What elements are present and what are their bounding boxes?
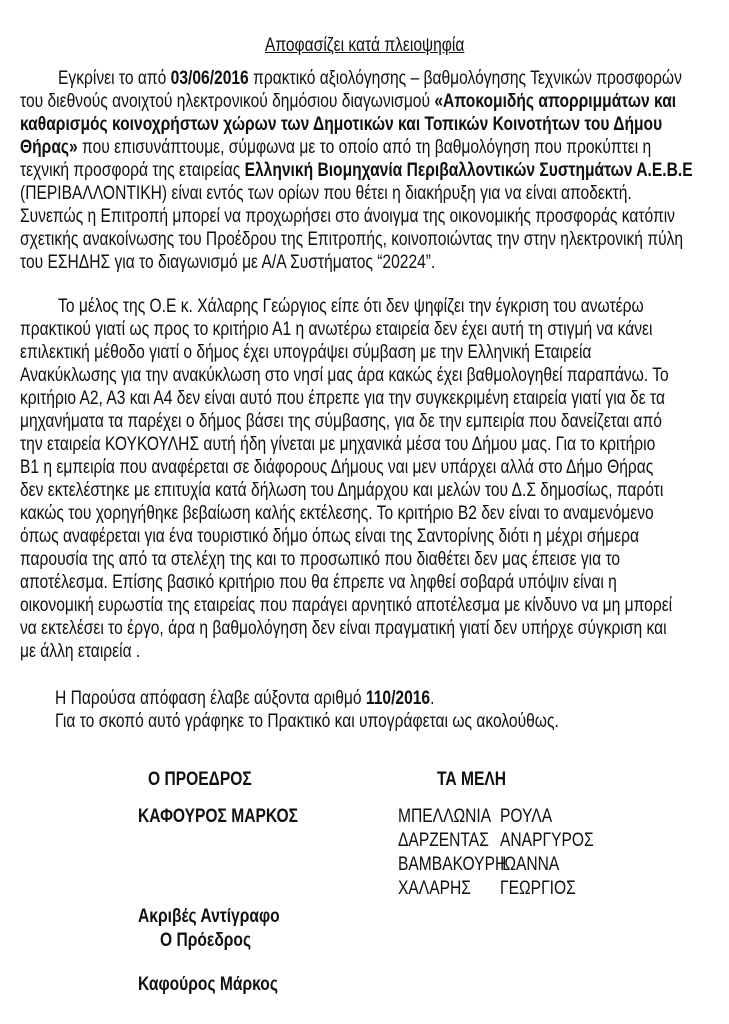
tender-title: Θήρας» (20, 136, 78, 158)
text: του διεθνούς ανοιχτού ηλεκτρονικού δημόσιου διαγωνισμού (20, 90, 435, 112)
p2-line: αποτέλεσμα. Επίσης βασικό κριτήριο που θα έπρεπε να ληφθεί σοβαρά υπόψιν είναι η (20, 571, 617, 593)
text: τεχνική προσφορά της εταιρείας (20, 159, 245, 181)
certified-name: Καφούρος Μάρκος (138, 973, 278, 995)
p2-line: όπως αναφέρεται για ένα τουριστικό δήμο όπως είναι της Σαντορίνης διότι η μέχρι σήμερα (20, 525, 640, 547)
president-heading: Ο ΠΡΟΕΔΡΟΣ (148, 768, 252, 790)
tender-title: καθαρισμός κοινοχρήστων χώρων των Δημοτικών και Τοπικών Κοινοτήτων του Δήμου (20, 113, 663, 135)
member-first-name: ΡΟΥΛΑ (500, 805, 553, 827)
minutes-date: 03/06/2016 (170, 67, 249, 89)
text: (ΠΕΡΙΒΑΛΛΟΝΤΙΚΗ) είναι εντός των ορίων που θέτει η διακήρυξη για να είναι αποδεκτή. (20, 182, 632, 204)
text: πρακτικό αξιολόγησης – βαθμολόγησης Τεχνικών προσφορών (248, 67, 682, 89)
p2-line: Ανακύκλωσης για την ανακύκλωση στο νησί μας άρα κακώς έχει βαθμολογηθεί παραπάνω. Το (20, 364, 669, 386)
p2-line: επιλεκτική μέθοδο γιατί ο δήμος έχει υπογράψει σύμβαση με την Ελληνική Εταιρεία (20, 341, 592, 363)
decision-number: 110/2016 (365, 687, 431, 709)
member-surname: ΜΠΕΛΛΩΝΙΑ (398, 805, 492, 827)
p1-line-6 (20, 182, 632, 204)
document-title (0, 34, 729, 56)
p1-line-8 (20, 228, 683, 250)
p2-line: οικονομική ευρωστία της εταιρείας που παράγει αρνητικό αποτέλεσμα με κίνδυνο να μη μπορεί (20, 594, 673, 616)
p2-line: δεν εκτελέστηκε με επιτυχία κατά δήλωση του Δημάρχου και μελών του Δ.Σ δημοσίως, παρότι (20, 479, 664, 501)
member-first-name: ΓΕΩΡΓΙΟΣ (500, 877, 576, 899)
p1-line-5 (20, 159, 693, 181)
p2-line: με άλλη εταιρεία . (20, 640, 141, 662)
president-name: ΚΑΦΟΥΡΟΣ ΜΑΡΚΟΣ (138, 805, 298, 827)
member-first-name: ΙΩΑΝΝΑ (500, 853, 560, 875)
member-surname: ΧΑΛΑΡΗΣ (398, 877, 471, 899)
p2-line: την εταιρεία ΚΟΥΚΟΥΛΗΣ αυτή ήδη γίνεται με μηχανικά μέσα του Δήμου μας. Για το κριτήριο (20, 433, 656, 455)
members-heading: ΤΑ ΜΕΛΗ (437, 768, 507, 790)
member-surname: ΔΑΡΖΕΝΤΑΣ (398, 829, 489, 851)
signing-statement: Για το σκοπό αυτό γράφηκε το Πρακτικό και υπογράφεται ως ακολούθως. (55, 710, 559, 732)
text: Η Παρούσα απόφαση έλαβε αύξοντα αριθμό (55, 687, 366, 709)
text: Εγκρίνει το από (58, 67, 171, 89)
member-first-name: ΑΝΑΡΓΥΡΟΣ (500, 829, 594, 851)
p1-line-4 (20, 136, 651, 158)
p2-line: πρακτικού γιατί ως προς το κριτήριο Α1 η ανωτέρω εταιρεία δεν έχει αυτή τη στιγμή να κάνει (20, 318, 653, 340)
p2-line: κριτήριο Α2, Α3 και Α4 δεν είναι αυτό που έπρεπε για την συγκεκριμένη εταιρεία γιατί για δε τα (20, 387, 665, 409)
decision-number-line (55, 687, 434, 709)
p1-line-3 (20, 113, 662, 135)
text: του ΕΣΗΔΗΣ για το διαγωνισμό με Α/Α Συστήματος “20224”. (20, 251, 436, 273)
p2-line: παρουσία της από τα στελέχη της και το προσωπικό που διαθέτει δεν μας έπεισε για το (20, 548, 621, 570)
text: . (430, 687, 435, 709)
text: σχετικής ανακοίνωσης του Προέδρου της Επιτροπής, κοινοποιώντας την στην ηλεκτρονική πύλη (20, 228, 684, 250)
tender-title: «Αποκομιδής απορριμμάτων και (434, 90, 677, 112)
company-name: Ελληνική Βιομηχανία Περιβαλλοντικών Συστημάτων Α.Ε.Β.Ε (244, 159, 693, 181)
p2-line: Β1 η εμπειρία που αναφέρεται σε διάφορους Δήμους ναι μεν υπάρχει αλλά στο Δήμο Θήρας (20, 456, 654, 478)
p2-line: μηχανήματα τα παρέχει ο δήμος βάσει της σύμβασης, για δε την εμπειρία που δανείζεται από (20, 410, 662, 432)
p2-line: κακώς του χορηγήθηκε βεβαίωση καλής εκτέλεσης. Το κριτήριο Β2 δεν είναι το αναμενόμενο (20, 502, 654, 524)
member-surname: ΒΑΜΒΑΚΟΥΡΗ (398, 853, 507, 875)
text: Συνεπώς η Επιτροπή μπορεί να προχωρήσει στο άνοιγμα της οικονομικής προσφοράς κατόπιν (20, 205, 675, 227)
p1-line-2 (20, 90, 676, 112)
p1-line-1 (58, 67, 714, 89)
p1-line-9 (20, 251, 435, 273)
title-text: Αποφασίζει κατά πλειοψηφία (264, 34, 465, 56)
certified-copy-label: Ακριβές Αντίγραφο (138, 905, 280, 927)
text: που επισυνάπτουμε, σύμφωνα με το οποίο από τη βαθμολόγηση που προκύπτει η (77, 136, 652, 158)
p2-line: Το μέλος της Ο.Ε κ. Χάλαρης Γεώργιος είπε ότι δεν ψηφίζει την έγκριση του ανωτέρω (58, 295, 644, 317)
p2-line: να εκτελέσει το έργο, άρα η βαθμολόγηση δεν είναι πραγματική γιατί δεν υπήρχε σύγκριση και (20, 617, 667, 639)
certified-role: Ο Πρόεδρος (160, 929, 252, 951)
p1-line-7 (20, 205, 675, 227)
